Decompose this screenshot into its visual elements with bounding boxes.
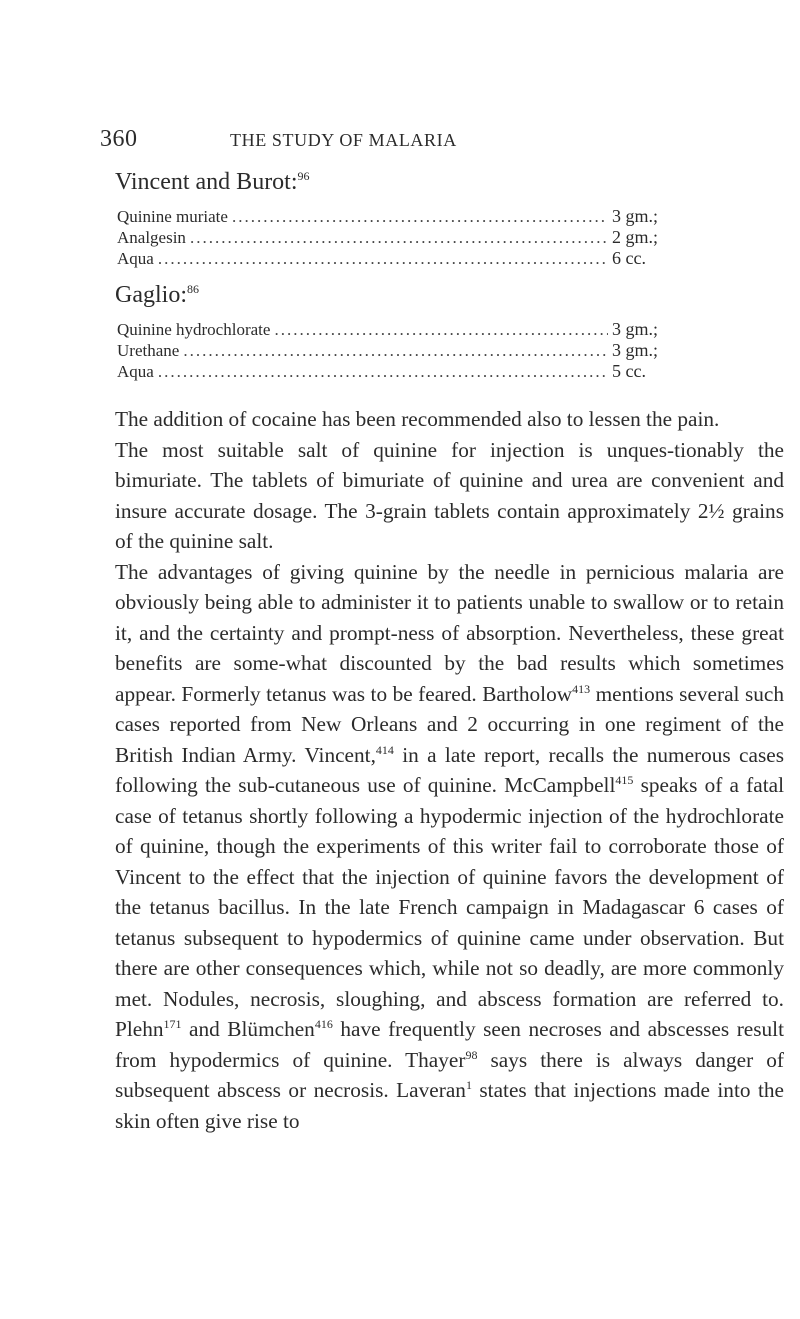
ingredient-name: Quinine hydrochlorate <box>117 320 271 339</box>
formula-heading <box>115 168 784 196</box>
page-number: 360 <box>100 126 138 152</box>
running-header <box>100 126 660 152</box>
ingredient-amount: 3 gm.; <box>612 340 659 360</box>
ingredient-name: Aqua <box>117 249 154 268</box>
ingredient-list <box>117 319 682 382</box>
citation-ref: 415 <box>615 772 634 787</box>
citation-ref: 86 <box>187 282 199 296</box>
citation-ref: 98 <box>465 1047 478 1062</box>
dot-leader <box>232 207 608 227</box>
ingredient-name: Analgesin <box>117 228 186 247</box>
dot-leader <box>158 362 608 382</box>
ingredient-row <box>117 319 682 340</box>
ingredient-amount: 3 gm.; <box>612 319 659 339</box>
dot-leader <box>274 320 608 340</box>
text-run: speaks of a fatal case of tetanus shortly following a hypodermic injection of the hydrochlorate of quinine, though the experiments of this writer fail to corroborate those of Vincent to the effect that the injection of quinine favors the development of the tetanus bacillus. In the late French campaign in Madagascar 6 cases of tetanus subsequent to hypodermics of quinine came under observation. But there are other consequences which, while not so deadly, are more commonly met. Nodules, necrosis, sloughing, and abscess formation are referred to. Plehn <box>115 773 784 1041</box>
citation-ref: 171 <box>163 1016 182 1031</box>
text-run: and Blümchen <box>181 1017 315 1041</box>
ingredient-amount: 3 gm.; <box>612 206 659 226</box>
ingredient-row <box>117 361 682 382</box>
paragraph: The addition of cocaine has been recommended also to lessen the pain. <box>115 407 720 431</box>
body-text <box>115 404 784 1136</box>
running-title: THE STUDY OF MALARIA <box>230 130 457 150</box>
citation-ref: 416 <box>314 1016 333 1031</box>
text-run: have frequently seen necroses and abscesses result from hypodermics of quinine. Thayer <box>115 1017 785 1072</box>
text-run: mentions several such cases reported from New Orleans and 2 occurring in one regiment of the British Indian Army. Vincent, <box>115 681 784 767</box>
formula-author: Vincent and Burot: <box>115 169 298 195</box>
citation-ref: 413 <box>572 681 591 696</box>
page-content <box>115 168 784 1136</box>
text-run: The advantages of giving quinine by the needle in pernicious malaria are obviously being able to administer it to patients unable to swallow or to retain it, and the certainty and prompt-ness of absorption. Nevertheless, these great benefits are some-what discounted by the bad results which sometimes appear. Formerly tetanus was to be feared. Bartholow <box>115 559 784 706</box>
ingredient-amount: 5 cc. <box>612 361 646 381</box>
formula-heading <box>115 281 784 309</box>
ingredient-row <box>117 340 682 361</box>
text-run: states that injections made into the skin often give rise to <box>115 1078 784 1133</box>
ingredient-name: Quinine muriate <box>117 207 228 226</box>
ingredient-row <box>117 206 682 227</box>
citation-ref: 414 <box>375 742 394 757</box>
text-run: in a late report, recalls the numerous cases following the sub-cutaneous use of quinine. McCampbell <box>115 742 784 797</box>
formula-vincent-burot <box>115 168 784 269</box>
paragraph <box>115 557 784 1137</box>
ingredient-row <box>117 248 682 269</box>
ingredient-name: Urethane <box>117 341 180 360</box>
ingredient-name: Aqua <box>117 362 154 381</box>
ingredient-amount: 2 gm.; <box>612 227 659 247</box>
dot-leader <box>158 249 608 269</box>
ingredient-row <box>117 227 682 248</box>
dot-leader <box>183 341 608 361</box>
citation-ref: 1 <box>465 1077 472 1092</box>
text-run: says there is always danger of subsequent abscess or necrosis. Laveran <box>115 1047 784 1102</box>
paragraph: The most suitable salt of quinine for injection is unques-tionably the bimuriate. The tablets of bimuriate of quinine and urea are convenient and insure accurate dosage. The 3-grain tablets contain approximately 2½ grains of the quinine salt. <box>115 437 784 553</box>
formula-author: Gaglio: <box>115 282 187 308</box>
dot-leader <box>190 228 608 248</box>
ingredient-amount: 6 cc. <box>612 248 646 268</box>
citation-ref: 96 <box>297 169 310 183</box>
ingredient-list <box>117 206 682 269</box>
formula-gaglio <box>115 281 784 382</box>
